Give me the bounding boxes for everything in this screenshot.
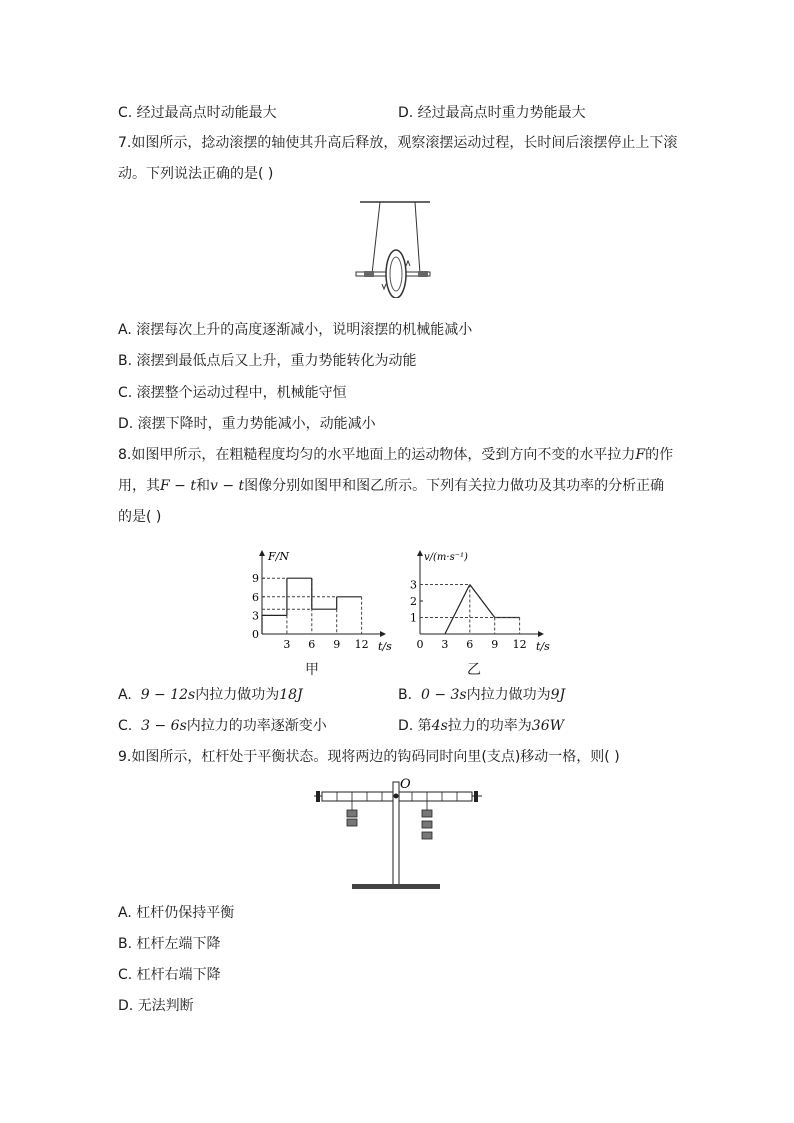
q8-option-d: D. 第4s拉力的功率为36W [398,718,564,734]
y-tick-label: 2 [410,595,417,608]
q7-option-d: D. 滚摆下降时，重力势能减小，动能减小 [118,416,376,432]
chart-v-t [402,548,552,658]
x-axis-label: t/s [536,640,550,653]
q9-option-d: D. 无法判断 [118,998,194,1014]
q9-stem: 9.如图所示，杠杆处于平衡状态。现将两边的钩码同时向里(支点)移动一格，则( ) [118,749,620,765]
y-tick-label: 3 [410,578,417,592]
x-tick-label: 12 [354,638,369,651]
x-tick-label: 3 [283,638,291,651]
y-tick-label: 9 [252,572,259,586]
q8-option-a: A. 9 − 12s内拉力做功为18J [118,687,303,703]
q9-option-c: C. 杠杆右端下降 [118,967,221,983]
figure-label-yi: 乙 [467,662,481,678]
y-axis-label: F/N [268,550,289,563]
y-tick-label: 0 [252,628,259,641]
right-weights [422,801,432,839]
yo-yo-pendulum-figure [352,196,434,298]
y-axis-label: v/(m·s⁻¹) [424,552,468,563]
figure-label-jia: 甲 [305,662,319,678]
x-axis-label: t/s [378,640,392,653]
q8-option-c: C. 3 − 6s内拉力的功率逐渐变小 [118,718,327,734]
x-tick-label: 3 [441,638,449,651]
y-tick-label: 1 [410,611,417,625]
q7-option-c: C. 滚摆整个运动过程中，机械能守恒 [118,385,347,401]
q7-option-b: B. 滚摆到最低点后又上升，重力势能转化为动能 [118,353,417,369]
q8-force-symbol: F [635,447,646,463]
q8-vt-symbol: v − t [209,478,245,494]
q8-ft-symbol: F − t [160,478,196,494]
q9-option-a: A. 杠杆仍保持平衡 [118,905,235,921]
pivot-point [394,794,399,799]
velocity-segment [470,585,495,618]
chart-f-t [246,548,396,658]
q8-stem: 8.如图甲所示，在粗糙程度均匀的水平地面上的运动物体，受到方向不变的水平拉力F的作用，其F − t和v − t图像分别如图甲和图乙所示。下列有关拉力做功及其功率的分析正确的是( ) [118,447,674,525]
y-tick-label: 3 [252,609,259,623]
pivot-label: O [400,777,411,792]
stand-base [352,884,440,889]
left-weights [347,801,357,826]
q7-option-a: A. 滚摆每次上升的高度逐渐减小，说明滚摆的机械能减小 [118,322,473,338]
q8-option-b: B. 0 − 3s内拉力做功为9J [398,687,566,703]
lever-figure [312,774,484,894]
y-tick-label: 6 [252,590,259,604]
q6-option-c: C. 经过最高点时动能最大 [118,105,277,121]
x-tick-label: 6 [466,638,474,651]
x-tick-label: 6 [308,638,316,651]
q6-option-d: D. 经过最高点时重力势能最大 [398,105,586,121]
x-tick-label: 9 [491,638,499,651]
x-tick-label: 9 [333,638,341,651]
q9-option-b: B. 杠杆左端下降 [118,936,221,952]
x-tick-label: 12 [512,638,527,651]
x-tick-label: 0 [416,638,424,651]
velocity-segment [445,585,470,635]
q7-stem: 7.如图所示，捻动滚摆的轴使其升高后释放，观察滚摆运动过程，长时间后滚摆停止上下滚动。下列说法正确的是( ) [118,135,678,182]
